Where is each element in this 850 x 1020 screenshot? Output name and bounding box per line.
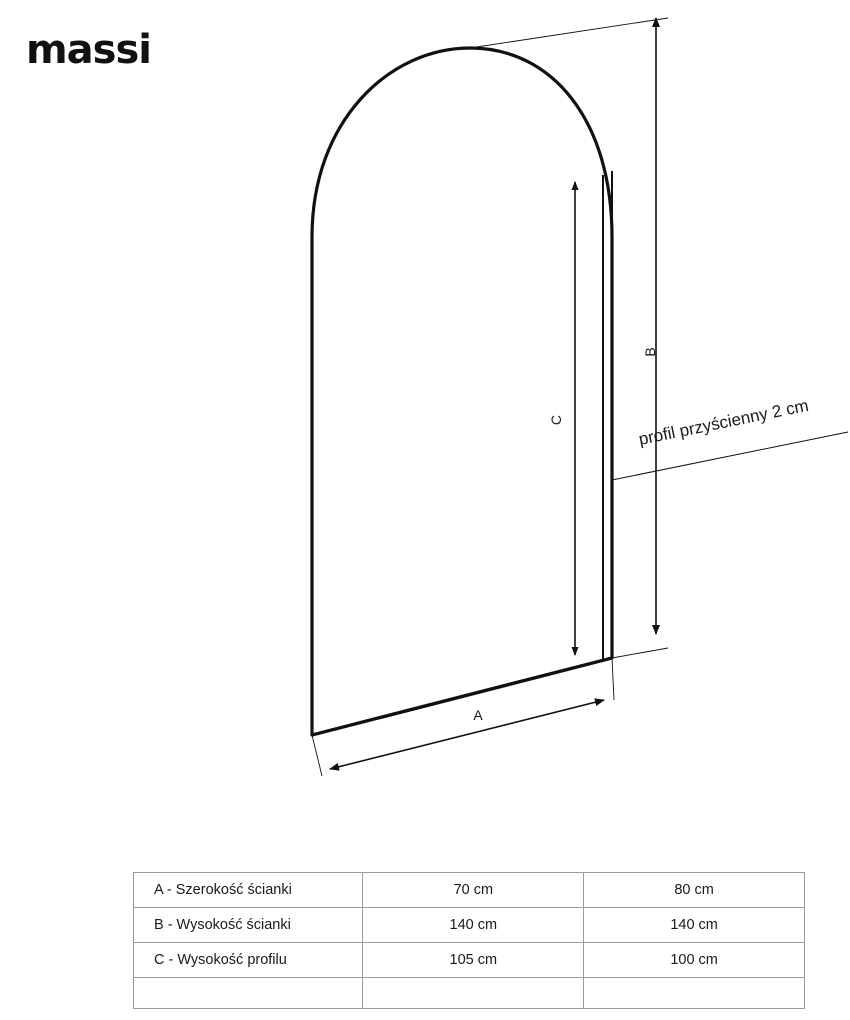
table-row <box>134 943 805 978</box>
row-value-1: 70 cm <box>363 873 584 908</box>
row-label: A - Szerokość ścianki <box>134 873 363 908</box>
row-value-2: 100 cm <box>584 943 805 978</box>
row-value-2: 80 cm <box>584 873 805 908</box>
profile-callout <box>612 396 848 480</box>
dimension-b-label: B <box>642 347 658 357</box>
table-row <box>134 873 805 908</box>
row-value-1: 140 cm <box>363 908 584 943</box>
dimension-a <box>312 658 614 776</box>
row-label: B - Wysokość ścianki <box>134 908 363 943</box>
dimension-c-label: C <box>548 414 564 426</box>
dimension-b <box>470 18 668 658</box>
dimension-a-label: A <box>473 707 483 723</box>
row-value-1: 105 cm <box>363 943 584 978</box>
table-row <box>134 978 805 1009</box>
row-value-1 <box>363 978 584 1009</box>
row-value-2: 140 cm <box>584 908 805 943</box>
row-value-2 <box>584 978 805 1009</box>
glass-panel-outline <box>312 48 612 735</box>
table-row <box>134 908 805 943</box>
row-label <box>134 978 363 1009</box>
brand-logo: massi <box>26 27 151 73</box>
profile-callout-label: profil przyścienny 2 cm <box>637 395 811 449</box>
dimension-c <box>548 182 575 655</box>
specification-table <box>133 872 805 1009</box>
row-label: C - Wysokość profilu <box>134 943 363 978</box>
